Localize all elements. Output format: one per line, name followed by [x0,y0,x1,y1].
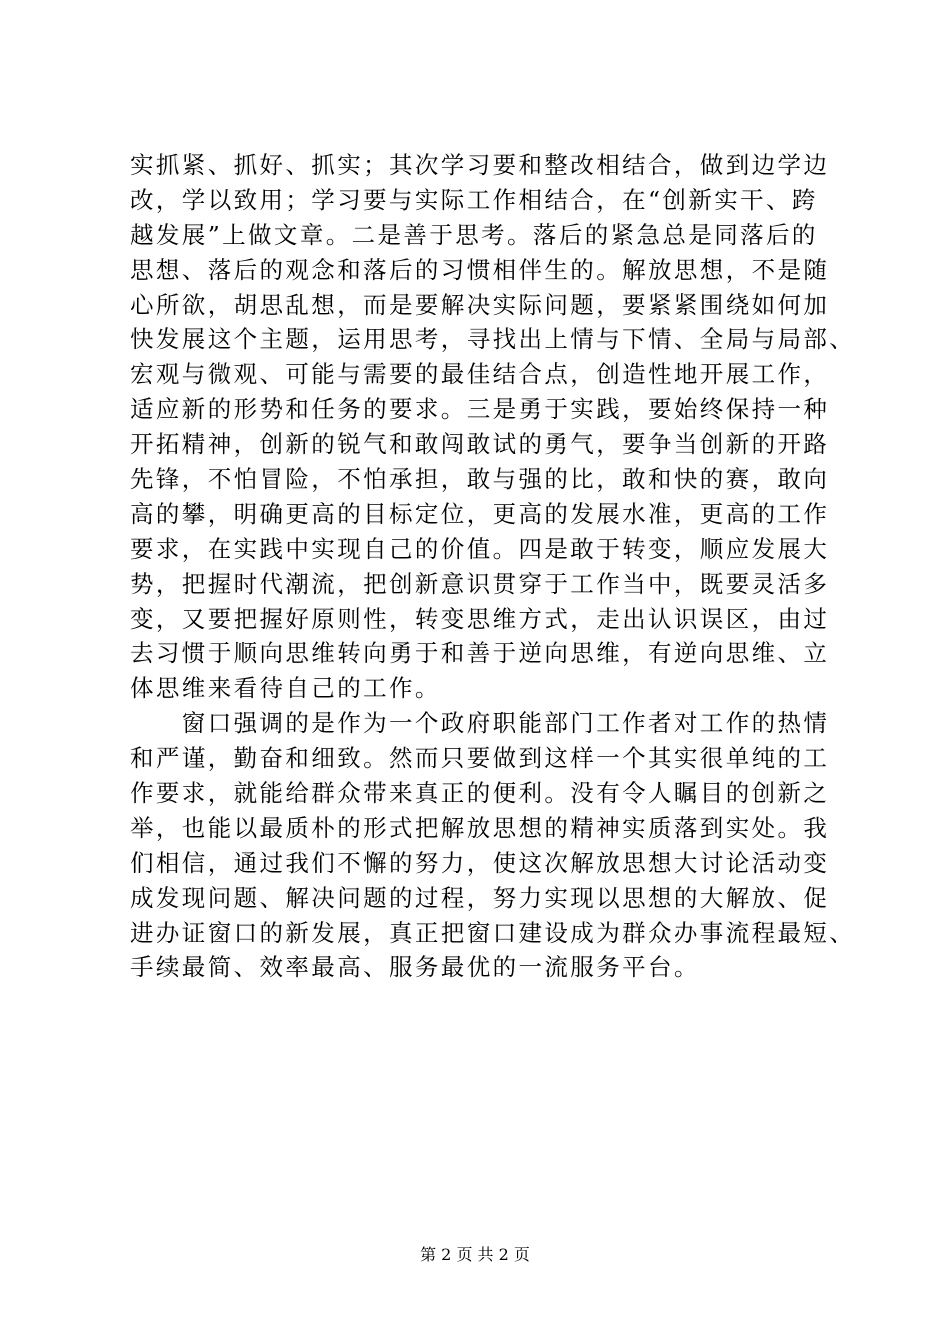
text-line: 高的攀，明确更高的目标定位，更高的发展水准，更高的工作 [130,499,830,528]
text-line: 成发现问题、解决问题的过程，努力实现以思想的大解放、促 [130,883,830,912]
document-body [130,148,856,985]
text-line: 去习惯于顺向思维转向勇于和善于逆向思维，有逆向思维、立 [130,639,830,668]
text-line: 要求，在实践中实现自己的价值。四是敢于转变，顺应发展大 [130,534,830,563]
text-line: 越发展”上做文章。二是善于思考。落后的紧急总是同落后的 [130,220,818,249]
text-line: 变，又要把握好原则性，转变思维方式，走出认识误区，由过 [130,604,830,633]
text-line: 宏观与微观、可能与需要的最佳结合点，创造性地开展工作， [130,360,830,389]
page-footer [0,1245,950,1265]
text-line: 实抓紧、抓好、抓实；其次学习要和整改相结合，做到边学边 [130,151,830,179]
text-line: 作要求，就能给群众带来真正的便利。没有令人瞩目的创新之 [130,779,830,808]
text-line: 改，学以致用；学习要与实际工作相结合，在“创新实干、跨 [130,185,818,214]
text-line: 先锋，不怕冒险，不怕承担，敢与强的比，敢和快的赛，敢向 [130,465,830,494]
page-number-label: 第 2 页 共 2 页 [420,1245,530,1264]
text-line: 和严谨，勤奋和细致。然而只要做到这样一个其实很单纯的工 [130,744,830,773]
text-line: 进办证窗口的新发展，真正把窗口建设成为群众办事流程最短、 [130,918,856,947]
text-line: 们相信，通过我们不懈的努力，使这次解放思想大讨论活动变 [130,848,830,877]
text-line: 快发展这个主题，运用思考，寻找出上情与下情、全局与局部、 [130,325,856,354]
text-line: 手续最简、效率最高、服务最优的一流服务平台。 [130,953,700,982]
text-line: 心所欲，胡思乱想，而是要解决实际问题，要紧紧围绕如何加 [130,290,830,319]
text-line: 体思维来看待自己的工作。 [130,674,441,703]
text-line: 窗口强调的是作为一个政府职能部门工作者对工作的热情 [130,709,830,738]
text-line: 思想、落后的观念和落后的习惯相伴生的。解放思想，不是随 [130,255,830,284]
text-line: 举，也能以最质朴的形式把解放思想的精神实质落到实处。我 [130,813,830,842]
text-line: 开拓精神，创新的锐气和敢闯敢试的勇气，要争当创新的开路 [130,430,830,459]
text-line: 势，把握时代潮流，把创新意识贯穿于工作当中，既要灵活多 [130,569,830,598]
text-line: 适应新的形势和任务的要求。三是勇于实践，要始终保持一种 [130,395,830,424]
